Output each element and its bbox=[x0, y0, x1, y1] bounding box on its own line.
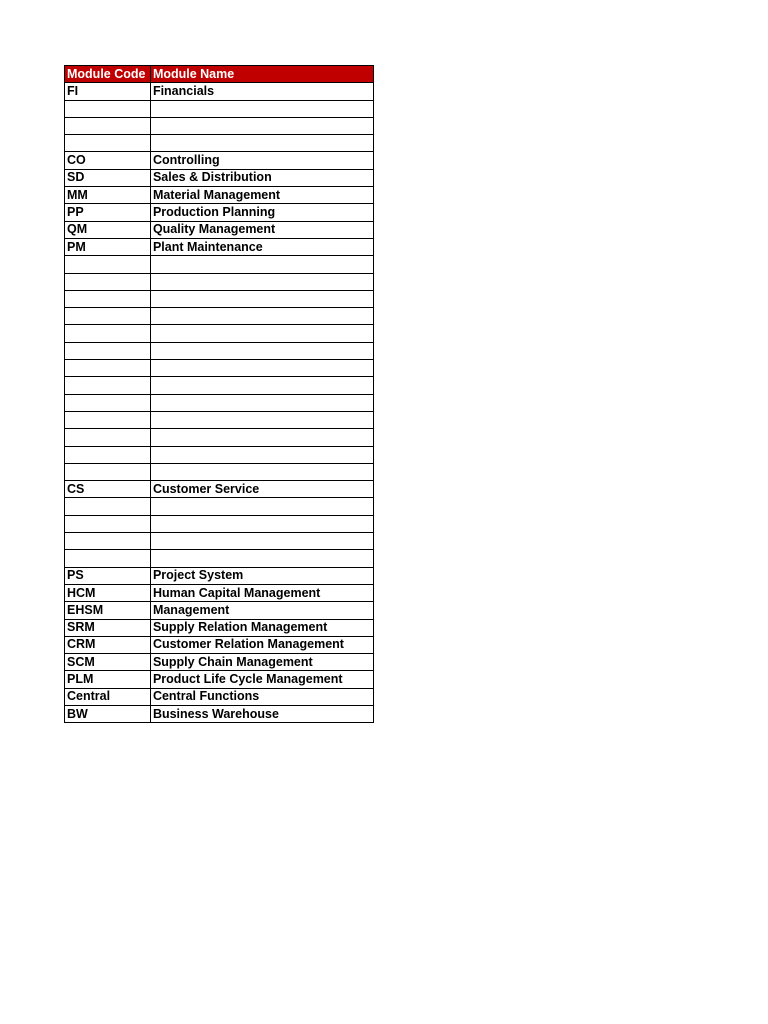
table-row bbox=[65, 550, 374, 567]
module-name-cell bbox=[150, 135, 373, 152]
table-row bbox=[65, 429, 374, 446]
module-code-cell bbox=[65, 446, 151, 463]
module-name-cell bbox=[150, 360, 373, 377]
table-row bbox=[65, 705, 374, 722]
module-name-cell bbox=[150, 463, 373, 480]
module-code-cell bbox=[65, 429, 151, 446]
module-code-cell: PLM bbox=[65, 671, 151, 688]
module-name-cell bbox=[150, 411, 373, 428]
table-row bbox=[65, 533, 374, 550]
module-name-cell: Production Planning bbox=[150, 204, 373, 221]
header-row bbox=[65, 66, 374, 83]
module-name-cell bbox=[150, 498, 373, 515]
module-code-cell: CS bbox=[65, 481, 151, 498]
table-row bbox=[65, 654, 374, 671]
module-code-cell bbox=[65, 117, 151, 134]
module-code-cell bbox=[65, 273, 151, 290]
module-code-cell: CRM bbox=[65, 636, 151, 653]
module-name-cell bbox=[150, 377, 373, 394]
table-row bbox=[65, 100, 374, 117]
table-row bbox=[65, 498, 374, 515]
table-row bbox=[65, 463, 374, 480]
module-code-cell bbox=[65, 533, 151, 550]
table-row bbox=[65, 515, 374, 532]
table-row bbox=[65, 273, 374, 290]
module-name-cell: Material Management bbox=[150, 187, 373, 204]
table-row bbox=[65, 446, 374, 463]
module-name-cell: Sales & Distribution bbox=[150, 169, 373, 186]
module-name-cell: Management bbox=[150, 602, 373, 619]
module-code-cell bbox=[65, 342, 151, 359]
module-name-cell: Supply Relation Management bbox=[150, 619, 373, 636]
module-code-cell bbox=[65, 498, 151, 515]
module-code-cell: HCM bbox=[65, 584, 151, 601]
module-code-cell: CO bbox=[65, 152, 151, 169]
module-code-cell: QM bbox=[65, 221, 151, 238]
table-body bbox=[65, 83, 374, 723]
table-row bbox=[65, 117, 374, 134]
module-name-cell bbox=[150, 446, 373, 463]
module-code-cell bbox=[65, 100, 151, 117]
table-row bbox=[65, 394, 374, 411]
module-code-cell bbox=[65, 377, 151, 394]
module-code-cell: Central bbox=[65, 688, 151, 705]
table-row bbox=[65, 567, 374, 584]
module-name-cell bbox=[150, 256, 373, 273]
module-name-cell bbox=[150, 515, 373, 532]
module-code-cell: SCM bbox=[65, 654, 151, 671]
module-name-cell bbox=[150, 429, 373, 446]
module-name-cell: Quality Management bbox=[150, 221, 373, 238]
module-code-cell: EHSM bbox=[65, 602, 151, 619]
module-code-cell: BW bbox=[65, 705, 151, 722]
table-row bbox=[65, 636, 374, 653]
table-row bbox=[65, 619, 374, 636]
module-code-cell bbox=[65, 515, 151, 532]
module-code-cell bbox=[65, 463, 151, 480]
table-row bbox=[65, 238, 374, 255]
table-row bbox=[65, 256, 374, 273]
module-name-cell bbox=[150, 100, 373, 117]
module-code-cell: PS bbox=[65, 567, 151, 584]
module-code-cell bbox=[65, 290, 151, 307]
table-row bbox=[65, 83, 374, 100]
module-name-cell: Central Functions bbox=[150, 688, 373, 705]
table-row bbox=[65, 308, 374, 325]
table-row bbox=[65, 481, 374, 498]
module-code-cell: SD bbox=[65, 169, 151, 186]
module-name-cell: Product Life Cycle Management bbox=[150, 671, 373, 688]
module-code-cell: PM bbox=[65, 238, 151, 255]
module-code-cell bbox=[65, 550, 151, 567]
table-row bbox=[65, 602, 374, 619]
header-module-code: Module Code bbox=[65, 66, 151, 83]
module-name-cell: Plant Maintenance bbox=[150, 238, 373, 255]
table-row bbox=[65, 135, 374, 152]
table-row bbox=[65, 169, 374, 186]
module-code-cell bbox=[65, 360, 151, 377]
table-row bbox=[65, 377, 374, 394]
module-table bbox=[64, 65, 374, 723]
module-name-cell bbox=[150, 117, 373, 134]
table-row bbox=[65, 204, 374, 221]
table-row bbox=[65, 152, 374, 169]
module-name-cell bbox=[150, 325, 373, 342]
table-row bbox=[65, 584, 374, 601]
module-name-cell: Customer Relation Management bbox=[150, 636, 373, 653]
table-row bbox=[65, 221, 374, 238]
table-row bbox=[65, 187, 374, 204]
table-row bbox=[65, 290, 374, 307]
module-name-cell bbox=[150, 273, 373, 290]
module-name-cell: Project System bbox=[150, 567, 373, 584]
module-name-cell: Human Capital Management bbox=[150, 584, 373, 601]
module-code-cell bbox=[65, 135, 151, 152]
table-row bbox=[65, 688, 374, 705]
module-name-cell bbox=[150, 394, 373, 411]
module-code-cell bbox=[65, 256, 151, 273]
module-code-cell: MM bbox=[65, 187, 151, 204]
module-name-cell: Business Warehouse bbox=[150, 705, 373, 722]
module-name-cell bbox=[150, 308, 373, 325]
table-row bbox=[65, 671, 374, 688]
module-name-cell bbox=[150, 550, 373, 567]
table-row bbox=[65, 411, 374, 428]
module-name-cell: Supply Chain Management bbox=[150, 654, 373, 671]
module-name-cell: Controlling bbox=[150, 152, 373, 169]
module-name-cell bbox=[150, 290, 373, 307]
module-code-cell bbox=[65, 394, 151, 411]
module-code-cell bbox=[65, 308, 151, 325]
module-code-cell bbox=[65, 411, 151, 428]
table-row bbox=[65, 325, 374, 342]
module-code-cell: PP bbox=[65, 204, 151, 221]
module-name-cell bbox=[150, 342, 373, 359]
module-name-cell bbox=[150, 533, 373, 550]
module-code-cell bbox=[65, 325, 151, 342]
module-name-cell: Financials bbox=[150, 83, 373, 100]
table-row bbox=[65, 342, 374, 359]
module-name-cell: Customer Service bbox=[150, 481, 373, 498]
header-module-name: Module Name bbox=[150, 66, 373, 83]
module-code-cell: FI bbox=[65, 83, 151, 100]
module-code-cell: SRM bbox=[65, 619, 151, 636]
table-row bbox=[65, 360, 374, 377]
